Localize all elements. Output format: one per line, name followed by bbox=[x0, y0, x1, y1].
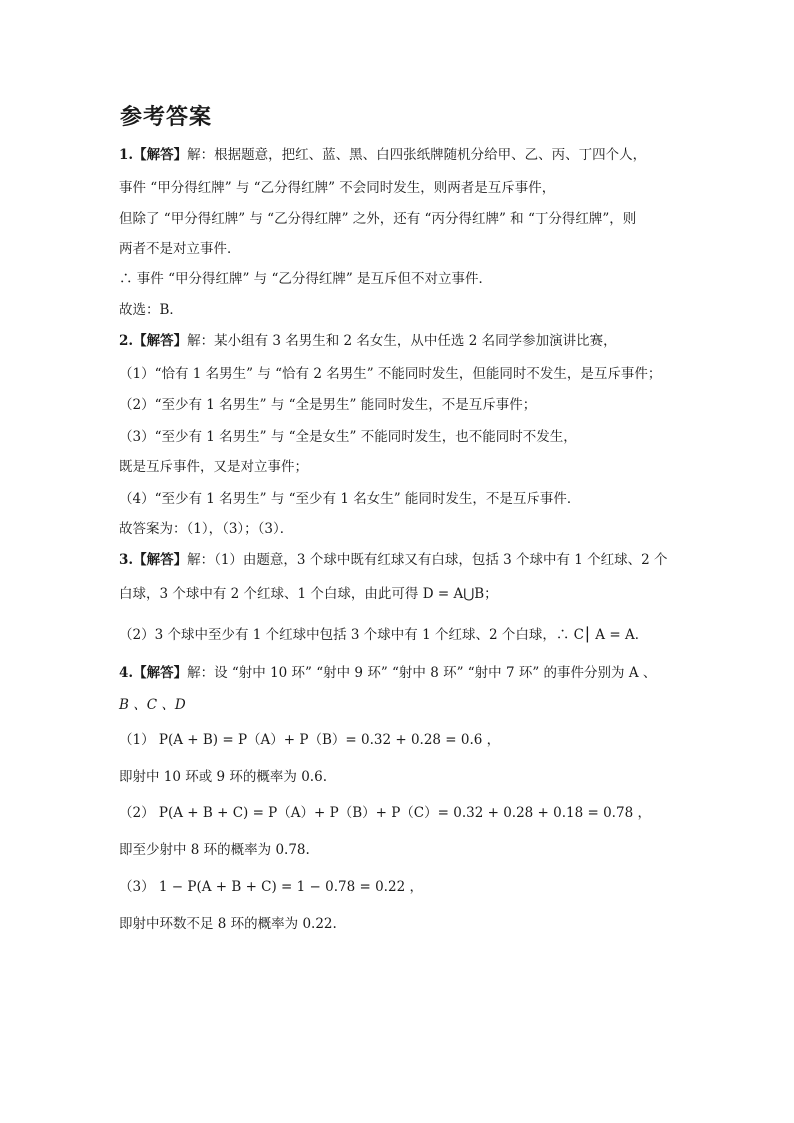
q4-tag: 【解答】 bbox=[133, 665, 188, 681]
q1-line-5: ∴ 事件 “甲分得红牌” 与 “乙分得红牌” 是互斥但不对立事件． bbox=[119, 271, 493, 287]
q4-line-7: （3） 1 − P(A + B + C) = 1 − 0.78 = 0.22 ， bbox=[119, 879, 423, 895]
q4-number: 4. bbox=[119, 665, 134, 681]
q3-tag: 【解答】 bbox=[133, 552, 188, 568]
q1-line-1 bbox=[119, 146, 646, 164]
q1-text-1: 解：根据题意，把红、蓝、黑、白四张纸牌随机分给甲、乙、丙、丁四个人， bbox=[187, 147, 647, 163]
q3-text-1: 解：（1）由题意，3 个球中既有红球又有白球，包括 3 个球中有 1 个红球、2 个 bbox=[187, 552, 668, 568]
q2-line-2: （1）“恰有 1 名男生” 与 “恰有 2 名男生” 不能同时发生，但能同时不发生，是互斥事件； bbox=[119, 366, 662, 382]
q2-line-7: 故答案为：（1），（3）；（3）． bbox=[119, 521, 294, 537]
q1-tag: 【解答】 bbox=[133, 147, 188, 163]
q4-line-8: 即射中环数不足 8 环的概率为 0.22. bbox=[119, 916, 337, 932]
q3-line-3: （2）3 个球中至少有 1 个红球中包括 3 个球中有 1 个红球、2 个白球，∴ C⎮ A = A． bbox=[119, 627, 649, 643]
page-title: 参考答案 bbox=[120, 105, 213, 130]
q4-line-6: 即至少射中 8 环的概率为 0.78. bbox=[119, 842, 310, 858]
q3-line-1 bbox=[119, 551, 668, 569]
q2-text-1: 解：某小组有 3 名男生和 2 名女生，从中任选 2 名同学参加演讲比赛， bbox=[187, 333, 617, 349]
q4-line-4: 即射中 10 环或 9 环的概率为 0.6. bbox=[119, 769, 327, 785]
q3-line-2: 白球，3 个球中有 2 个红球、1 个白球，由此可得 D = A⋃B； bbox=[119, 586, 498, 602]
q2-line-1 bbox=[119, 332, 617, 350]
q1-line-6: 故选：B． bbox=[119, 302, 183, 318]
q4-line-3: （1） P(A + B) = P（A）+ P（B）= 0.32 + 0.28 = 0.6 ， bbox=[119, 732, 501, 748]
q1-number: 1. bbox=[119, 147, 134, 163]
q2-line-4: （3）“至少有 1 名男生” 与 “全是女生” 不能同时发生，也不能同时不发生， bbox=[119, 429, 577, 445]
q1-line-3: 但除了 “甲分得红牌” 与 “乙分得红牌” 之外，还有 “丙分得红牌” 和 “丁分得红牌”，则 bbox=[119, 211, 637, 227]
q1-line-2: 事件 “甲分得红牌” 与 “乙分得红牌” 不会同时发生，则两者是互斥事件， bbox=[119, 180, 556, 196]
q2-line-6: （4）“至少有 1 名男生” 与 “至少有 1 名女生” 能同时发生，不是互斥事件． bbox=[119, 491, 581, 507]
q2-line-5: 既是互斥事件，又是对立事件； bbox=[119, 459, 308, 475]
q2-tag: 【解答】 bbox=[133, 333, 188, 349]
q2-number: 2. bbox=[119, 333, 134, 349]
q3-number: 3. bbox=[119, 552, 134, 568]
q4-text-1: 解：设 “射中 10 环” “射中 9 环” “射中 8 环” “射中 7 环” 的事件分别为 A 、 bbox=[187, 665, 657, 681]
q1-line-4: 两者不是对立事件． bbox=[119, 241, 241, 257]
q4-line-5: （2） P(A + B + C) = P（A）+ P（B）+ P（C）= 0.32 + 0.28 + 0.18 = 0.78 ， bbox=[119, 805, 651, 821]
q2-line-3: （2）“至少有 1 名男生” 与 “全是男生” 能同时发生，不是互斥事件； bbox=[119, 397, 537, 413]
q4-line-1 bbox=[119, 664, 656, 682]
q4-line-2: B 、C 、D bbox=[119, 697, 186, 713]
